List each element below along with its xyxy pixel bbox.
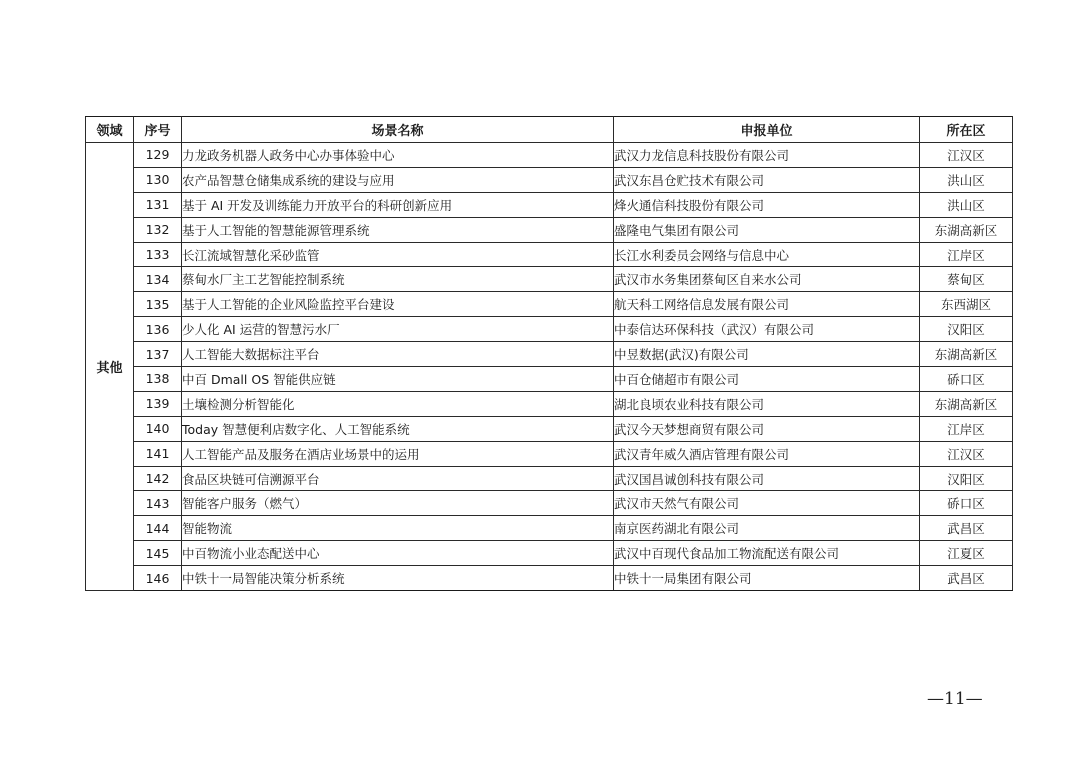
applicant-unit-cell: 武汉力龙信息科技股份有限公司 — [614, 143, 920, 168]
applicant-unit-cell: 南京医药湖北有限公司 — [614, 516, 920, 541]
domain-cell: 其他 — [86, 143, 134, 591]
applicant-unit-cell: 航天科工网络信息发展有限公司 — [614, 292, 920, 317]
applicant-unit-cell: 盛隆电气集团有限公司 — [614, 217, 920, 242]
seq-cell: 141 — [134, 441, 182, 466]
district-cell: 江汉区 — [920, 143, 1013, 168]
scenario-name-cell: 基于人工智能的智慧能源管理系统 — [182, 217, 614, 242]
seq-cell: 144 — [134, 516, 182, 541]
table-row — [86, 466, 1013, 491]
table-row — [86, 416, 1013, 441]
page-number: —11— — [927, 689, 983, 709]
header-district: 所在区 — [920, 117, 1013, 143]
seq-cell: 134 — [134, 267, 182, 292]
seq-cell: 145 — [134, 541, 182, 566]
applicant-unit-cell: 武汉青年威久酒店管理有限公司 — [614, 441, 920, 466]
table-header-row — [86, 117, 1013, 143]
scenario-name-cell: 智能客户服务（燃气） — [182, 491, 614, 516]
scenario-name-cell: 食品区块链可信溯源平台 — [182, 466, 614, 491]
district-cell: 东湖高新区 — [920, 391, 1013, 416]
district-cell: 东湖高新区 — [920, 217, 1013, 242]
district-cell: 东湖高新区 — [920, 342, 1013, 367]
seq-cell: 137 — [134, 342, 182, 367]
header-domain: 领域 — [86, 117, 134, 143]
scenario-name-cell: 人工智能大数据标注平台 — [182, 342, 614, 367]
district-cell: 汉阳区 — [920, 317, 1013, 342]
header-unit: 申报单位 — [614, 117, 920, 143]
applicant-unit-cell: 武汉国昌诚创科技有限公司 — [614, 466, 920, 491]
seq-cell: 130 — [134, 167, 182, 192]
applicant-unit-cell: 武汉市水务集团蔡甸区自来水公司 — [614, 267, 920, 292]
applicant-unit-cell: 武汉市天然气有限公司 — [614, 491, 920, 516]
table-body — [86, 143, 1013, 591]
seq-cell: 140 — [134, 416, 182, 441]
scenario-name-cell: 中铁十一局智能决策分析系统 — [182, 566, 614, 591]
table-row — [86, 192, 1013, 217]
applicant-unit-cell: 武汉今天梦想商贸有限公司 — [614, 416, 920, 441]
seq-cell: 133 — [134, 242, 182, 267]
scenario-name-cell: 人工智能产品及服务在酒店业场景中的运用 — [182, 441, 614, 466]
seq-cell: 138 — [134, 367, 182, 392]
seq-cell: 146 — [134, 566, 182, 591]
district-cell: 武昌区 — [920, 566, 1013, 591]
district-cell: 洪山区 — [920, 167, 1013, 192]
table-row — [86, 167, 1013, 192]
seq-cell: 139 — [134, 391, 182, 416]
scenario-name-cell: Today 智慧便利店数字化、人工智能系统 — [182, 416, 614, 441]
table-row — [86, 242, 1013, 267]
table-row — [86, 267, 1013, 292]
seq-cell: 131 — [134, 192, 182, 217]
table-row — [86, 516, 1013, 541]
scenario-name-cell: 蔡甸水厂主工艺智能控制系统 — [182, 267, 614, 292]
district-cell: 武昌区 — [920, 516, 1013, 541]
table-row — [86, 391, 1013, 416]
scenario-name-cell: 农产品智慧仓储集成系统的建设与应用 — [182, 167, 614, 192]
applicant-unit-cell: 中泰信达环保科技（武汉）有限公司 — [614, 317, 920, 342]
scenario-name-cell: 智能物流 — [182, 516, 614, 541]
district-cell: 江岸区 — [920, 242, 1013, 267]
scenario-name-cell: 中百 Dmall OS 智能供应链 — [182, 367, 614, 392]
applicant-unit-cell: 长江水利委员会网络与信息中心 — [614, 242, 920, 267]
district-cell: 洪山区 — [920, 192, 1013, 217]
seq-cell: 135 — [134, 292, 182, 317]
table-row — [86, 566, 1013, 591]
applicant-unit-cell: 中百仓储超市有限公司 — [614, 367, 920, 392]
seq-cell: 129 — [134, 143, 182, 168]
table-row — [86, 217, 1013, 242]
district-cell: 硚口区 — [920, 367, 1013, 392]
seq-cell: 132 — [134, 217, 182, 242]
applicant-unit-cell: 武汉中百现代食品加工物流配送有限公司 — [614, 541, 920, 566]
district-cell: 硚口区 — [920, 491, 1013, 516]
seq-cell: 136 — [134, 317, 182, 342]
applicant-unit-cell: 中铁十一局集团有限公司 — [614, 566, 920, 591]
scenario-name-cell: 土壤检测分析智能化 — [182, 391, 614, 416]
scenario-name-cell: 少人化 AI 运营的智慧污水厂 — [182, 317, 614, 342]
applicant-unit-cell: 中昱数据(武汉)有限公司 — [614, 342, 920, 367]
district-cell: 江夏区 — [920, 541, 1013, 566]
seq-cell: 143 — [134, 491, 182, 516]
table-row — [86, 441, 1013, 466]
table-row — [86, 367, 1013, 392]
table-row — [86, 491, 1013, 516]
district-cell: 蔡甸区 — [920, 267, 1013, 292]
applicant-unit-cell: 烽火通信科技股份有限公司 — [614, 192, 920, 217]
header-name: 场景名称 — [182, 117, 614, 143]
table-row — [86, 143, 1013, 168]
scenario-name-cell: 力龙政务机器人政务中心办事体验中心 — [182, 143, 614, 168]
scenario-table — [85, 116, 1013, 591]
scenario-name-cell: 长江流域智慧化采砂监管 — [182, 242, 614, 267]
table-row — [86, 541, 1013, 566]
applicant-unit-cell: 湖北良顷农业科技有限公司 — [614, 391, 920, 416]
district-cell: 东西湖区 — [920, 292, 1013, 317]
scenario-name-cell: 基于 AI 开发及训练能力开放平台的科研创新应用 — [182, 192, 614, 217]
district-cell: 江岸区 — [920, 416, 1013, 441]
scenario-name-cell: 基于人工智能的企业风险监控平台建设 — [182, 292, 614, 317]
seq-cell: 142 — [134, 466, 182, 491]
table-row — [86, 342, 1013, 367]
table-row — [86, 292, 1013, 317]
applicant-unit-cell: 武汉东昌仓贮技术有限公司 — [614, 167, 920, 192]
district-cell: 江汉区 — [920, 441, 1013, 466]
district-cell: 汉阳区 — [920, 466, 1013, 491]
scenario-name-cell: 中百物流小业态配送中心 — [182, 541, 614, 566]
header-seq: 序号 — [134, 117, 182, 143]
table-row — [86, 317, 1013, 342]
